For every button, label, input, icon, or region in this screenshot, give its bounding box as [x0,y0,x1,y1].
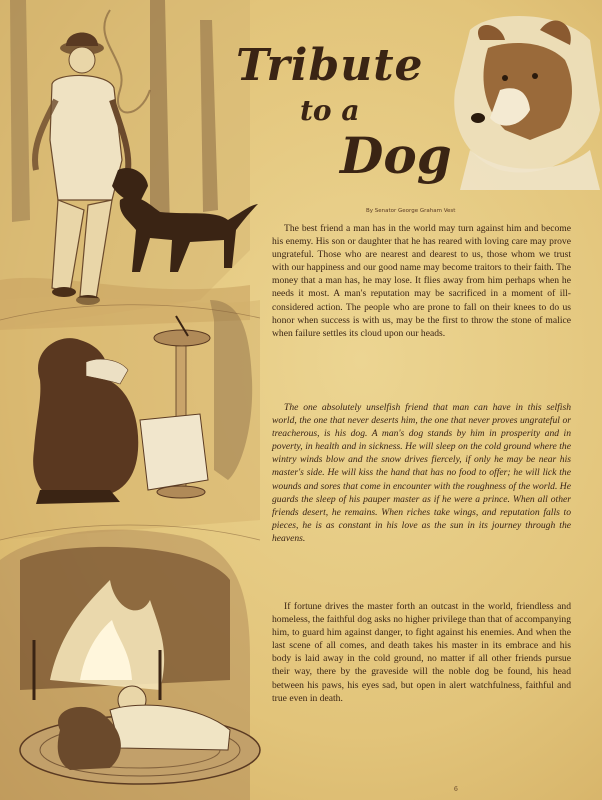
collie-portrait-illustration [454,16,600,190]
spaniel-sundial-illustration [0,297,260,540]
page-number: 6 [454,786,458,793]
paragraph-3: If fortune drives the master forth an outcast in the world, friendless and homeless, the faithful dog asks no higher privilege than that of accompanying him, to guard him against danger, to fight against his enemies. And when the last scene of all comes, and death takes his master in its embrace and his body is laid away in the cold ground, no matter if all other friends pursue their way, there by the graveside will the noble dog be found, his head between his paws, his eyes sad, but open in alert watchfulness, faithful and true even in death. [272,601,571,704]
title-to-a: to a [300,94,360,127]
paragraph-2: The one absolutely unselfish friend that man can have in this selfish world, the one that never deserts him, the one that never proves ungrateful or treacherous, is his dog. A man's dog stands by him in prosperity and in poverty, in health and in sickness. He will sleep on the cold ground where the wintry winds blow and the snow drives fiercely, if only he may be near his master's side. He will kiss the hand that has no food to offer; he will lick the wounds and sores that come in encounter with the roughness of the world. He guards the sleep of his pauper master as if he were a prince. When all other friends desert, he remains. When riches take wings, and reputation falls to pieces, he is as constant in his love as the sun in its journey through the heavens. [272,402,571,544]
title-dog: Dog [340,126,452,185]
title-tribute: Tribute [236,40,424,91]
byline: By Senator George Graham Vest [366,208,456,214]
fireside-scene-illustration [0,530,260,800]
paragraph-1: The best friend a man has in the world may turn against him and become his enemy. His son or daughter that he has reared with loving care may prove ungrateful. Those who are nearest and dearest to us, those whom we trust with our happiness and our good name may become traitors to their faith. The money that a man has, he may lose. It flies away from him perhaps when he needs it most. A man's reputation may be sacrificed in a moment of ill-considered action. The people who are prone to fall on their knees to do us honor when success is with us, may be the first to throw the stone of malice when failure settles its cloud upon our heads. [272,223,571,339]
